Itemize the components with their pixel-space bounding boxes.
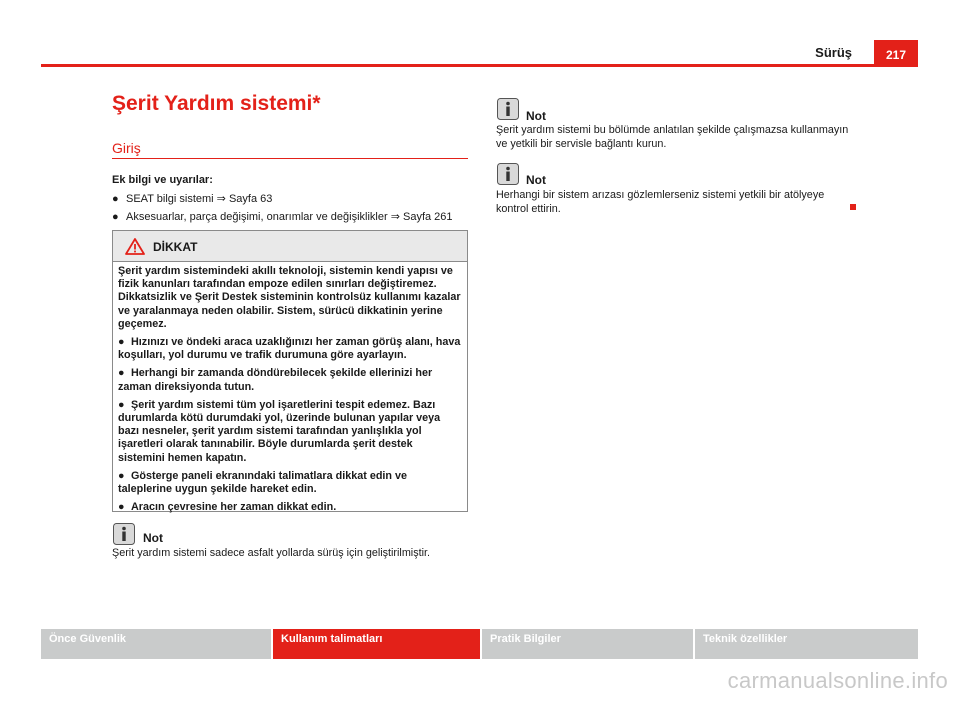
warning-header — [113, 231, 467, 262]
bullet-dot: ● — [112, 193, 119, 205]
tab-technical-specs[interactable]: Teknik özellikler — [695, 629, 918, 659]
warning-bullet: ● Aracın çevresine her zaman dikkat edin. — [118, 501, 337, 514]
warning-body — [118, 265, 461, 519]
warning-triangle-icon — [125, 238, 145, 255]
warning-intro: Şerit yardım sistemindeki akıllı teknoloji, sistemin kendi yapısı ve fizik kanunları tarafından empoze edilen sınırları değiştiremez. Dikkatsizlik ve Şerit Destek sisteminin kontrolsüz kullanımı kazalar ve yaralanmaya neden olabilir. Sistem, sürücü dikkatinin yerine geçemez. — [118, 265, 461, 330]
note-text: Herhangi bir sistem arızası gözlemlerseniz sistemi yetkili bir atölyeye kontrol ettirin. — [496, 189, 825, 215]
list-item-text: SEAT bilgi sistemi ⇒ Sayfa 63 — [126, 193, 273, 205]
page-title: Şerit Yardım sistemi* — [112, 92, 321, 115]
bullet-dot: ● — [112, 211, 119, 223]
note-title: Not — [526, 173, 546, 187]
watermark: carmanualsonline.info — [727, 668, 948, 693]
header-rule — [41, 64, 918, 67]
note-info-icon — [497, 163, 519, 185]
intro-heading: Ek bilgi ve uyarılar: — [112, 174, 213, 186]
page-number: 217 — [874, 40, 918, 66]
tab-operating-instructions[interactable]: Kullanım talimatları — [273, 629, 480, 659]
tab-safety[interactable]: Önce Güvenlik — [41, 629, 271, 659]
tab-practical-info[interactable]: Pratik Bilgiler — [482, 629, 693, 659]
warning-box — [112, 230, 468, 512]
section-subtitle: Giriş — [112, 140, 141, 156]
section-name: Sürüş — [815, 45, 852, 60]
list-item — [112, 192, 272, 205]
note-title: Not — [526, 109, 546, 123]
note-info-icon — [497, 98, 519, 120]
note-title: Not — [143, 531, 163, 545]
warning-bullet: ● Herhangi bir zamanda döndürebilecek şekilde ellerinizi her zaman direksiyonda tutun. — [118, 367, 433, 393]
note-text: Şerit yardım sistemi bu bölümde anlatılan şekilde çalışmazsa kullanmayın ve yetkili bir servisle bağlantı kurun. — [496, 124, 849, 150]
warning-bullet: ● Gösterge paneli ekranındaki talimatlara dikkat edin ve taleplerine uygun şekilde hareket edin. — [118, 469, 408, 496]
note-text: Şerit yardım sistemi sadece asfalt yollarda sürüş için geliştirilmiştir. — [112, 547, 431, 559]
warning-title: DİKKAT — [153, 240, 198, 254]
warning-bullet: ● Hızınızı ve öndeki araca uzaklığınızı her zaman görüş alanı, hava koşulları, yol durumu ve trafik durumuna göre ayarlayın. — [118, 336, 461, 362]
warning-bullet: ● Şerit yardım sistemi tüm yol işaretlerini tespit edemez. Bazı durumlarda kötü durumdaki yol, üzerinde bulunan yapılar veya bazı nesneler, şerit yardım sistemi tarafından yanlışlıkla yol işaretleri olarak tanınabilir. Böyle durumlarda şerit destek sistemini hemen kapatın. — [118, 398, 441, 464]
list-item-text: Aksesuarlar, parça değişimi, onarımlar ve değişiklikler ⇒ Sayfa 261 — [126, 211, 453, 223]
subtitle-rule — [112, 158, 468, 159]
note-info-icon — [113, 523, 135, 545]
section-end-marker — [850, 204, 856, 210]
list-item — [112, 210, 453, 223]
